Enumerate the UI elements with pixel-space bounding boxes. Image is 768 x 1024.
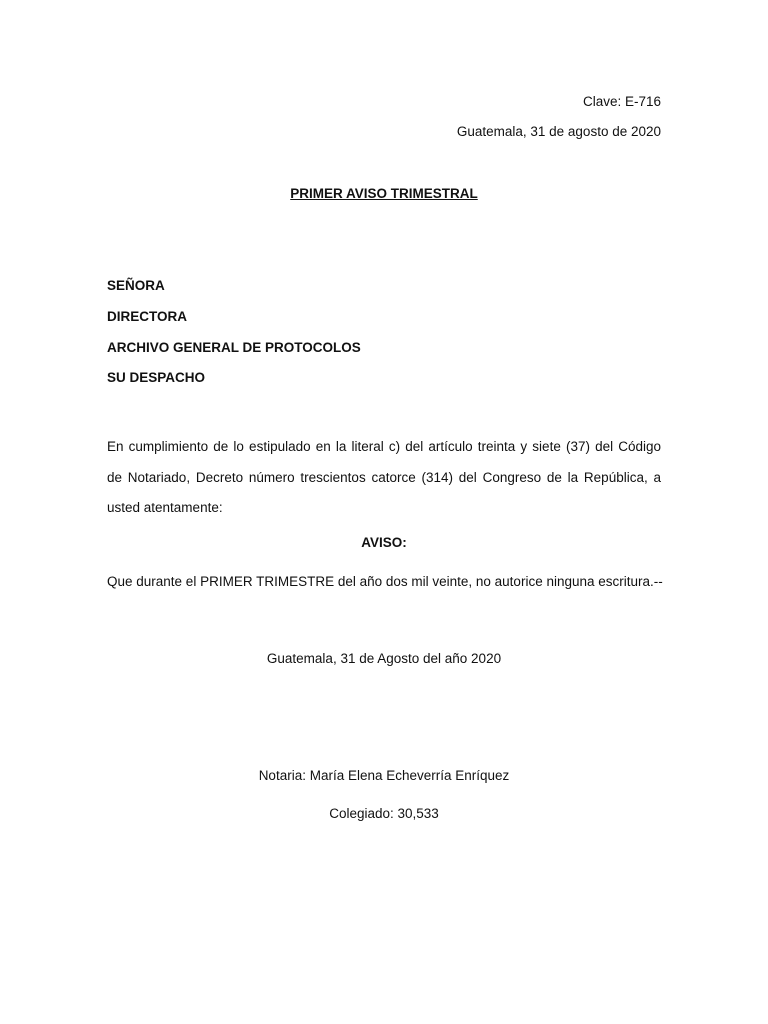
notary-name: Notaria: María Elena Echeverría Enríquez [258, 768, 510, 783]
body-line-2: de Notariado, Decreto número trescientos catorce (314) del Congreso de la República, a [107, 469, 661, 485]
addressee-line-4: SU DESPACHO [107, 370, 206, 385]
document-title: PRIMER AVISO TRIMESTRAL [290, 186, 478, 201]
body-line-3: usted atentamente: [107, 500, 223, 515]
addressee-line-3: ARCHIVO GENERAL DE PROTOCOLOS [107, 340, 361, 355]
document-clave: Clave: E-716 [582, 94, 661, 109]
aviso-text: Que durante el PRIMER TRIMESTRE del año dos mil veinte, no autorice ninguna escritura.-- [107, 574, 663, 589]
body-paragraph [107, 432, 661, 524]
header-date: Guatemala, 31 de agosto de 2020 [456, 124, 661, 139]
aviso-heading: AVISO: [361, 535, 407, 550]
closing-date: Guatemala, 31 de Agosto del año 2020 [266, 651, 502, 666]
body-line-1: En cumplimiento de lo estipulado en la literal c) del artículo treinta y siete (37) del Código [107, 439, 661, 454]
addressee-line-1: SEÑORA [107, 278, 165, 293]
colegiado-number: Colegiado: 30,533 [329, 806, 439, 821]
addressee-line-2: DIRECTORA [107, 309, 188, 324]
